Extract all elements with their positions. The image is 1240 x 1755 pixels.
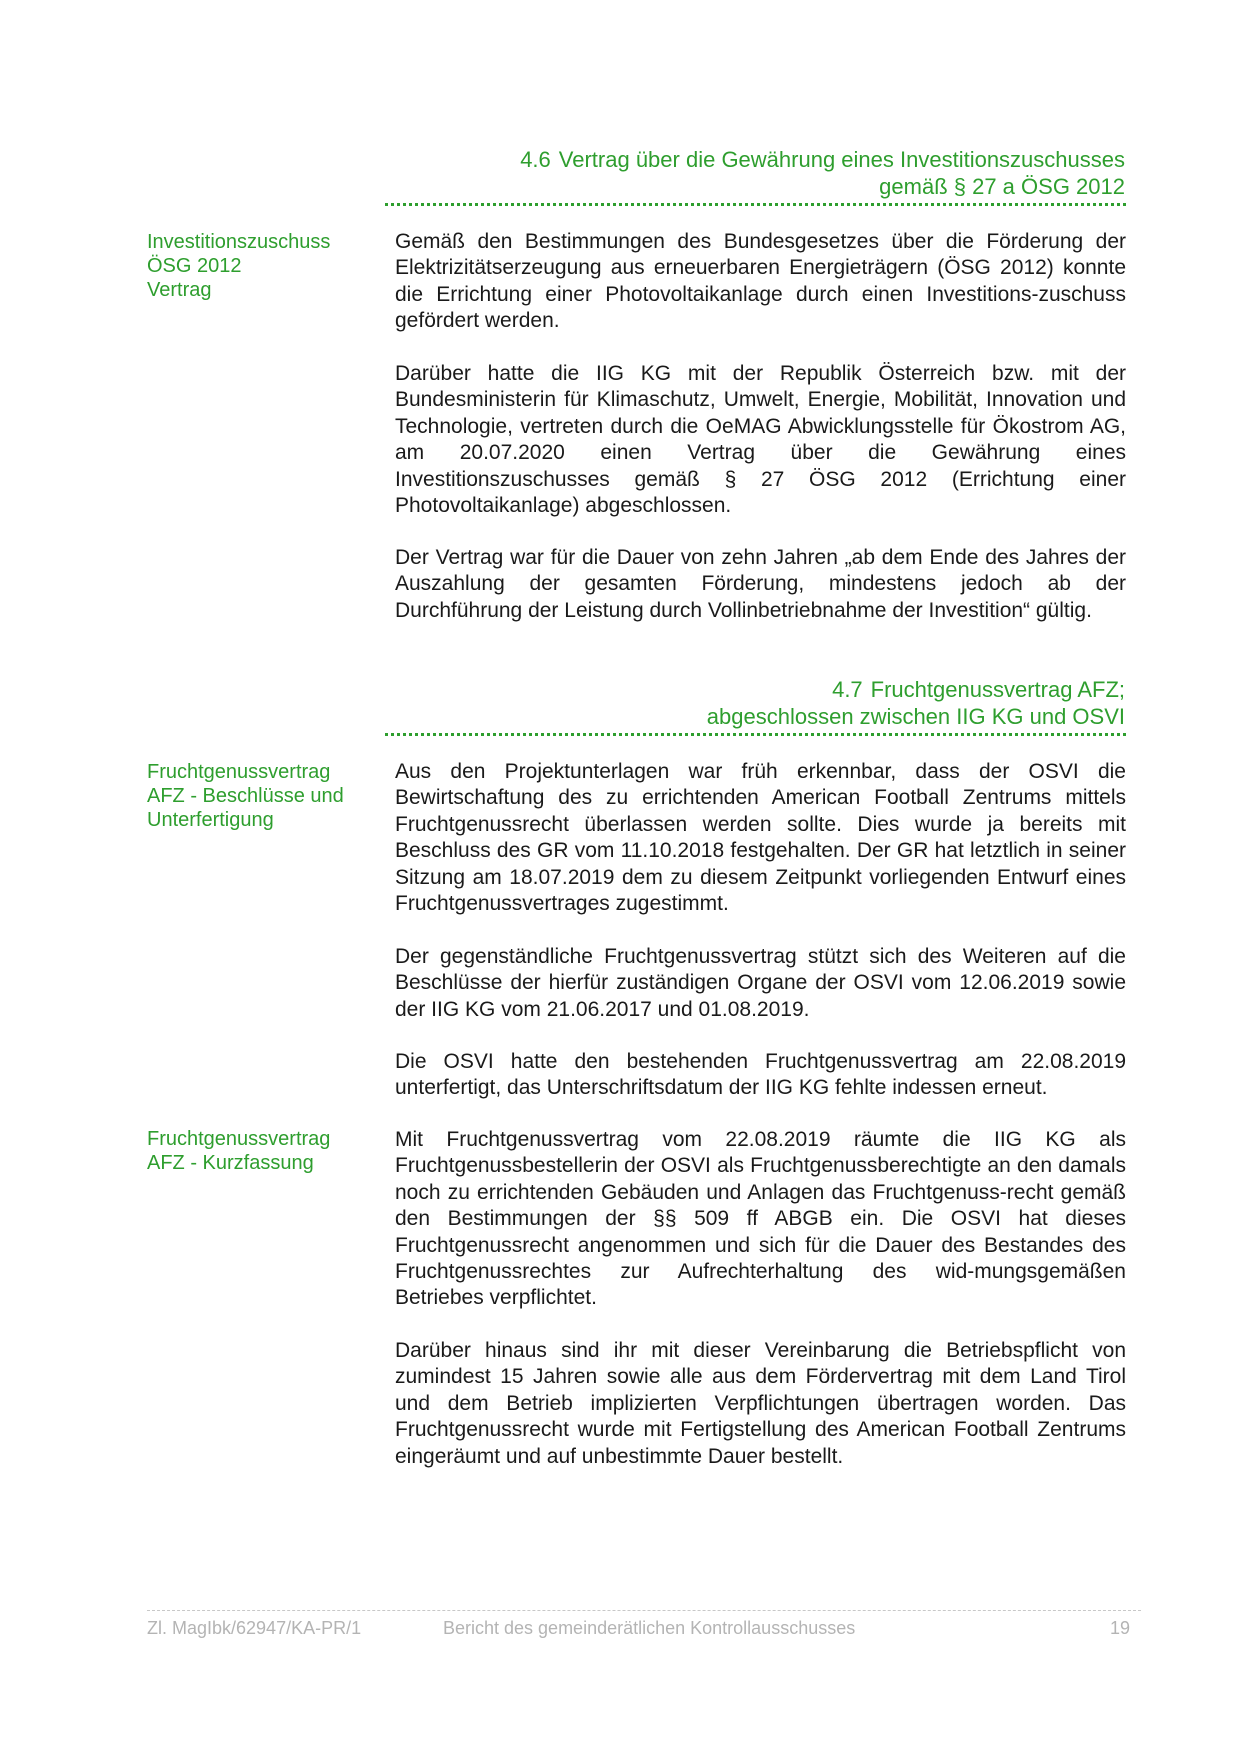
margin-note-line: Investitionszuschuss [147, 231, 331, 253]
margin-note-beschluesse [147, 760, 382, 832]
body-paragraph: Darüber hinaus sind ihr mit dieser Vereinbarung die Betriebspflicht von zumindest 15 Jahren sowie alle aus dem Fördervertrag mit dem Land Tirol und dem Betrieb implizierten Verpflichtungen übertragen worden. Das Fruchtgenussrecht wurde mit Fertigstellung des American Football Zentrums eingeräumt und auf unbestimmte Dauer bestellt. [395, 1339, 1126, 1468]
margin-note-investitionszuschuss [147, 230, 382, 302]
body-paragraph: Mit Fruchtgenussvertrag vom 22.08.2019 räumte die IIG KG als Fruchtgenussbestellerin der OSVI als Fruchtgenussberechtigte an den damals noch zu errichtenden Gebäuden und Anlagen das Fruchtgenuss-recht gemäß den Bestimmungen der §§ 509 ff ABGB ein. Die OSVI hat dieses Fruchtgenussrecht angenommen und sich für die Dauer des Bestandes des Fruchtgenussrechtes zur Aufrechterhaltung des wid-mungsgemäßen Betriebes verpflichtet. [395, 1128, 1126, 1310]
margin-note-line: Unterfertigung [147, 809, 274, 831]
margin-note-line: AFZ - Beschlüsse und [147, 785, 344, 807]
section-number: 4.6 [520, 147, 551, 172]
section-number: 4.7 [832, 677, 863, 702]
margin-note-line: Fruchtgenussvertrag [147, 1128, 331, 1150]
body-paragraph: Aus den Projektunterlagen war früh erkennbar, dass der OSVI die Bewirtschaftung des zu errichtenden American Football Zentrums mittels Fruchtgenussrecht überlassen werden sollte. Dies wurde ja bereits mit Beschluss des GR vom 11.10.2018 festgehalten. Der GR hat letztlich in seiner Sitzung am 18.07.2019 dem zu diesem Zeitpunkt vorliegenden Entwurf eines Fruchtgenussvertrages zugestimmt. [395, 760, 1126, 916]
footer-report-title: Bericht des gemeinderätlichen Kontrollausschusses [443, 1618, 856, 1638]
section-title-line-1: Vertrag über die Gewährung eines Investitionszuschusses [558, 147, 1125, 172]
section-divider [385, 733, 1126, 736]
margin-note-line: Fruchtgenussvertrag [147, 761, 331, 783]
section-divider [385, 203, 1126, 206]
body-paragraph: Darüber hatte die IIG KG mit der Republik Österreich bzw. mit der Bundesministerin für Klimaschutz, Umwelt, Energie, Mobilität, Innovation und Technologie, vertreten durch die OeMAG Abwicklungsstelle für Ökostrom AG, am 20.07.2020 einen Vertrag über die Gewährung eines Investitionszuschusses gemäß § 27 ÖSG 2012 (Errichtung einer Photovoltaikanlage) abgeschlossen. [395, 362, 1126, 518]
margin-note-line: Vertrag [147, 279, 212, 301]
margin-note-line: AFZ - Kurzfassung [147, 1152, 314, 1174]
section-heading-4-7 [385, 676, 1125, 730]
margin-note-kurzfassung [147, 1127, 382, 1175]
footer-reference: Zl. MagIbk/62947/KA-PR/1 [147, 1618, 362, 1638]
margin-note-line: ÖSG 2012 [147, 255, 242, 277]
body-paragraph: Gemäß den Bestimmungen des Bundesgesetzes über die Förderung der Elektrizitätserzeugung aus erneuerbaren Energieträgern (ÖSG 2012) konnte die Errichtung einer Photovoltaikanlage durch einen Investitions-zuschuss gefördert werden. [395, 230, 1126, 333]
body-paragraph: Die OSVI hatte den bestehenden Fruchtgenussvertrag am 22.08.2019 unterfertigt, das Unterschriftsdatum der IIG KG fehlte indessen erneut. [395, 1050, 1126, 1100]
section-heading-4-6 [385, 146, 1125, 200]
section-title-line-2: abgeschlossen zwischen IIG KG und OSVI [706, 704, 1125, 729]
footer-page-number: 19 [1110, 1618, 1131, 1638]
section-title-line-2: gemäß § 27 a ÖSG 2012 [879, 174, 1125, 199]
section-title-line-1: Fruchtgenussvertrag AFZ; [870, 677, 1125, 702]
footer-divider [147, 1610, 1141, 1611]
body-paragraph: Der Vertrag war für die Dauer von zehn Jahren „ab dem Ende des Jahres der Auszahlung der gesamten Förderung, mindestens jedoch ab der Durchführung der Leistung durch Vollinbetriebnahme der Investition“ gültig. [395, 546, 1126, 622]
body-paragraph: Der gegenständliche Fruchtgenussvertrag stützt sich des Weiteren auf die Beschlüsse der hierfür zuständigen Organe der OSVI vom 12.06.2019 sowie der IIG KG vom 21.06.2017 und 01.08.2019. [395, 945, 1126, 1021]
